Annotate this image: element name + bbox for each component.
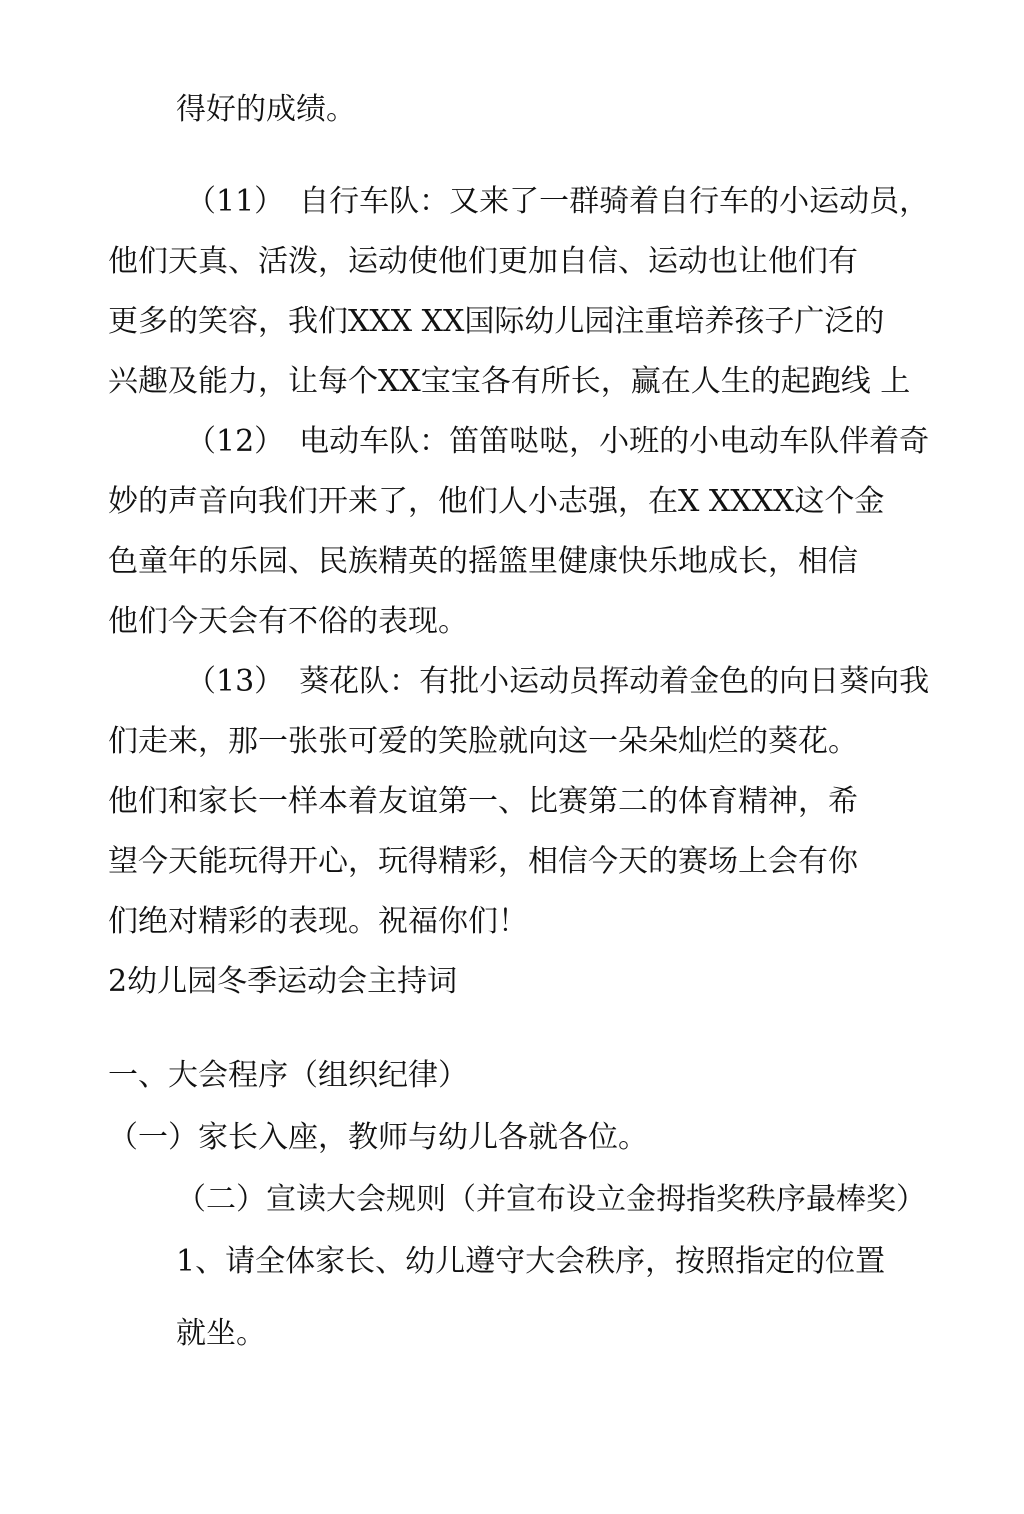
text-line: 就坐。	[176, 1316, 266, 1351]
heading-program: 一、大会程序（组织纪律）	[108, 1058, 468, 1093]
text-line: （12） 电动车队：笛笛哒哒，小班的小电动车队伴着奇	[186, 424, 930, 459]
text-line: 兴趣及能力，让每个XX宝宝各有所长，赢在人生的起跑线 上	[108, 364, 911, 399]
section-title: 2幼儿园冬季运动会主持词	[108, 964, 458, 999]
text-line: （一）家长入座，教师与幼儿各就各位。	[108, 1120, 648, 1155]
text-line: 们绝对精彩的表现。祝福你们！	[108, 904, 528, 939]
text-line: 他们天真、活泼，运动使他们更加自信、运动也让他们有	[108, 244, 858, 279]
text-line: 更多的笑容，我们XXX XX国际幼儿园注重培养孩子广泛的	[108, 304, 885, 339]
text-line: （11） 自行车队：又来了一群骑着自行车的小运动员，	[186, 184, 930, 219]
text-line: （二）宣读大会规则（并宣布设立金拇指奖秩序最棒奖）	[176, 1182, 926, 1217]
text-line: 色童年的乐园、民族精英的摇篮里健康快乐地成长，相信	[108, 544, 858, 579]
text-line: 他们和家长一样本着友谊第一、比赛第二的体育精神，希	[108, 784, 858, 819]
text-line: 1、请全体家长、幼儿遵守大会秩序，按照指定的位置	[176, 1244, 886, 1279]
text-line: 们走来，那一张张可爱的笑脸就向这一朵朵灿烂的葵花。	[108, 724, 858, 759]
text-line: 他们今天会有不俗的表现。	[108, 604, 468, 639]
text-line: 望今天能玩得开心，玩得精彩，相信今天的赛场上会有你	[108, 844, 858, 879]
text-line: （13） 葵花队：有批小运动员挥动着金色的向日葵向我	[186, 664, 930, 699]
text-line: 得好的成绩。	[176, 92, 356, 127]
text-line: 妙的声音向我们开来了，他们人小志强，在X XXXX这个金	[108, 484, 885, 519]
